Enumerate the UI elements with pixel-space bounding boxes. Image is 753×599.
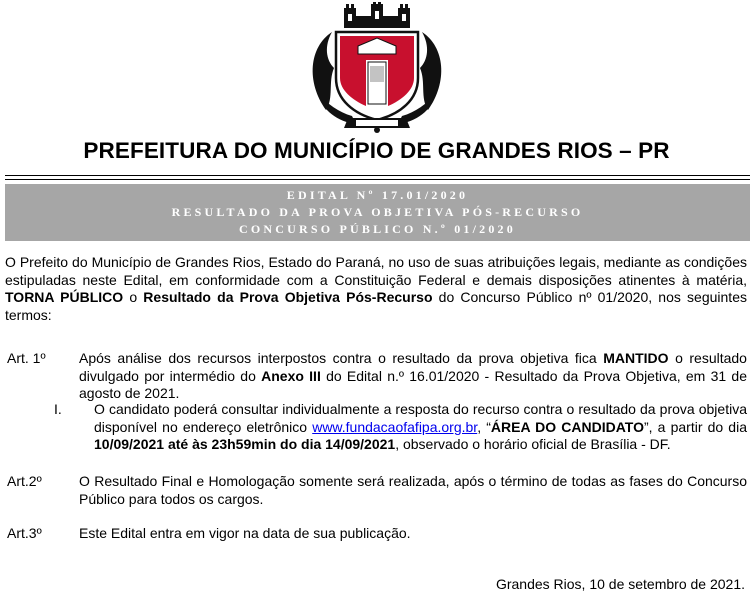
intro-text: o bbox=[123, 289, 144, 305]
art1-paragraph bbox=[79, 350, 747, 403]
art2-paragraph: O Resultado Final e Homologação somente será realizada, após o término de todas as fases do Concurso Público para todos os cargos. bbox=[79, 473, 747, 507]
art1-text: do Edital n.º 16.01/2020 - Resultado da Prova Objetiva, em 31 de agosto de 2021. bbox=[79, 367, 747, 401]
intro-bold-result: Resultado da Prova Objetiva Pós-Recurso bbox=[143, 289, 433, 305]
item1-text: O candidato poderá consultar individualmente a resposta do recurso contra o resultado da prova objetiva disponível no endereço eletrônico bbox=[94, 401, 747, 435]
edital-banner bbox=[5, 184, 750, 241]
municipal-coat-of-arms bbox=[304, 2, 450, 134]
item1-text: , “ bbox=[477, 418, 491, 435]
item1-text: , observado o horário oficial de Brasília - DF. bbox=[395, 436, 671, 452]
intro-text: O Prefeito do Município de Grandes Rios, Estado do Paraná, no uso de suas atribuições legais, mediante as condições estipuladas neste Edital, em conformidade com a Constituição Federal e demais disposições atinentes à matéria, bbox=[5, 254, 747, 288]
page-title: PREFEITURA DO MUNICÍPIO DE GRANDES RIOS – PR bbox=[83, 138, 670, 163]
divider-bottom bbox=[5, 179, 750, 180]
art1-text: o resultado divulgado por intermédio do bbox=[79, 350, 747, 384]
banner-subject: RESULTADO DA PROVA OBJETIVA PÓS-RECURSO bbox=[171, 205, 584, 219]
art1-label: Art. 1º bbox=[7, 350, 46, 366]
art1-text: Após análise dos recursos interpostos contra o resultado da prova objetiva fica bbox=[79, 350, 604, 366]
item1-bold-period: 10/09/2021 até às 23h59min do dia 14/09/2021 bbox=[94, 436, 396, 452]
art2-label: Art.2º bbox=[7, 473, 42, 489]
art1-bold-annex: Anexo III bbox=[261, 367, 321, 384]
fafipa-website-link[interactable]: www.fundacaofafipa.org.br bbox=[312, 418, 478, 435]
banner-edital-number: EDITAL Nº 17.01/2020 bbox=[286, 188, 469, 202]
item1-text: ”, a partir do dia bbox=[644, 418, 747, 435]
item1-bold-area: ÁREA DO CANDIDATO bbox=[490, 418, 644, 435]
intro-text: do Concurso Público nº 01/2020, nos seguintes termos: bbox=[5, 289, 747, 323]
item1-paragraph bbox=[94, 401, 747, 454]
art3-paragraph: Este Edital entra em vigor na data de sua publicação. bbox=[79, 525, 411, 541]
art1-bold-kept: MANTIDO bbox=[603, 350, 669, 366]
issue-date: Grandes Rios, 10 de setembro de 2021. bbox=[495, 576, 745, 592]
divider-top bbox=[5, 175, 750, 176]
intro-bold-announce: TORNA PÚBLICO bbox=[5, 289, 124, 305]
intro-paragraph bbox=[5, 254, 747, 324]
art3-label: Art.3º bbox=[7, 525, 42, 541]
item1-label: I. bbox=[54, 401, 62, 417]
banner-contest: CONCURSO PÚBLICO N.º 01/2020 bbox=[239, 222, 516, 236]
